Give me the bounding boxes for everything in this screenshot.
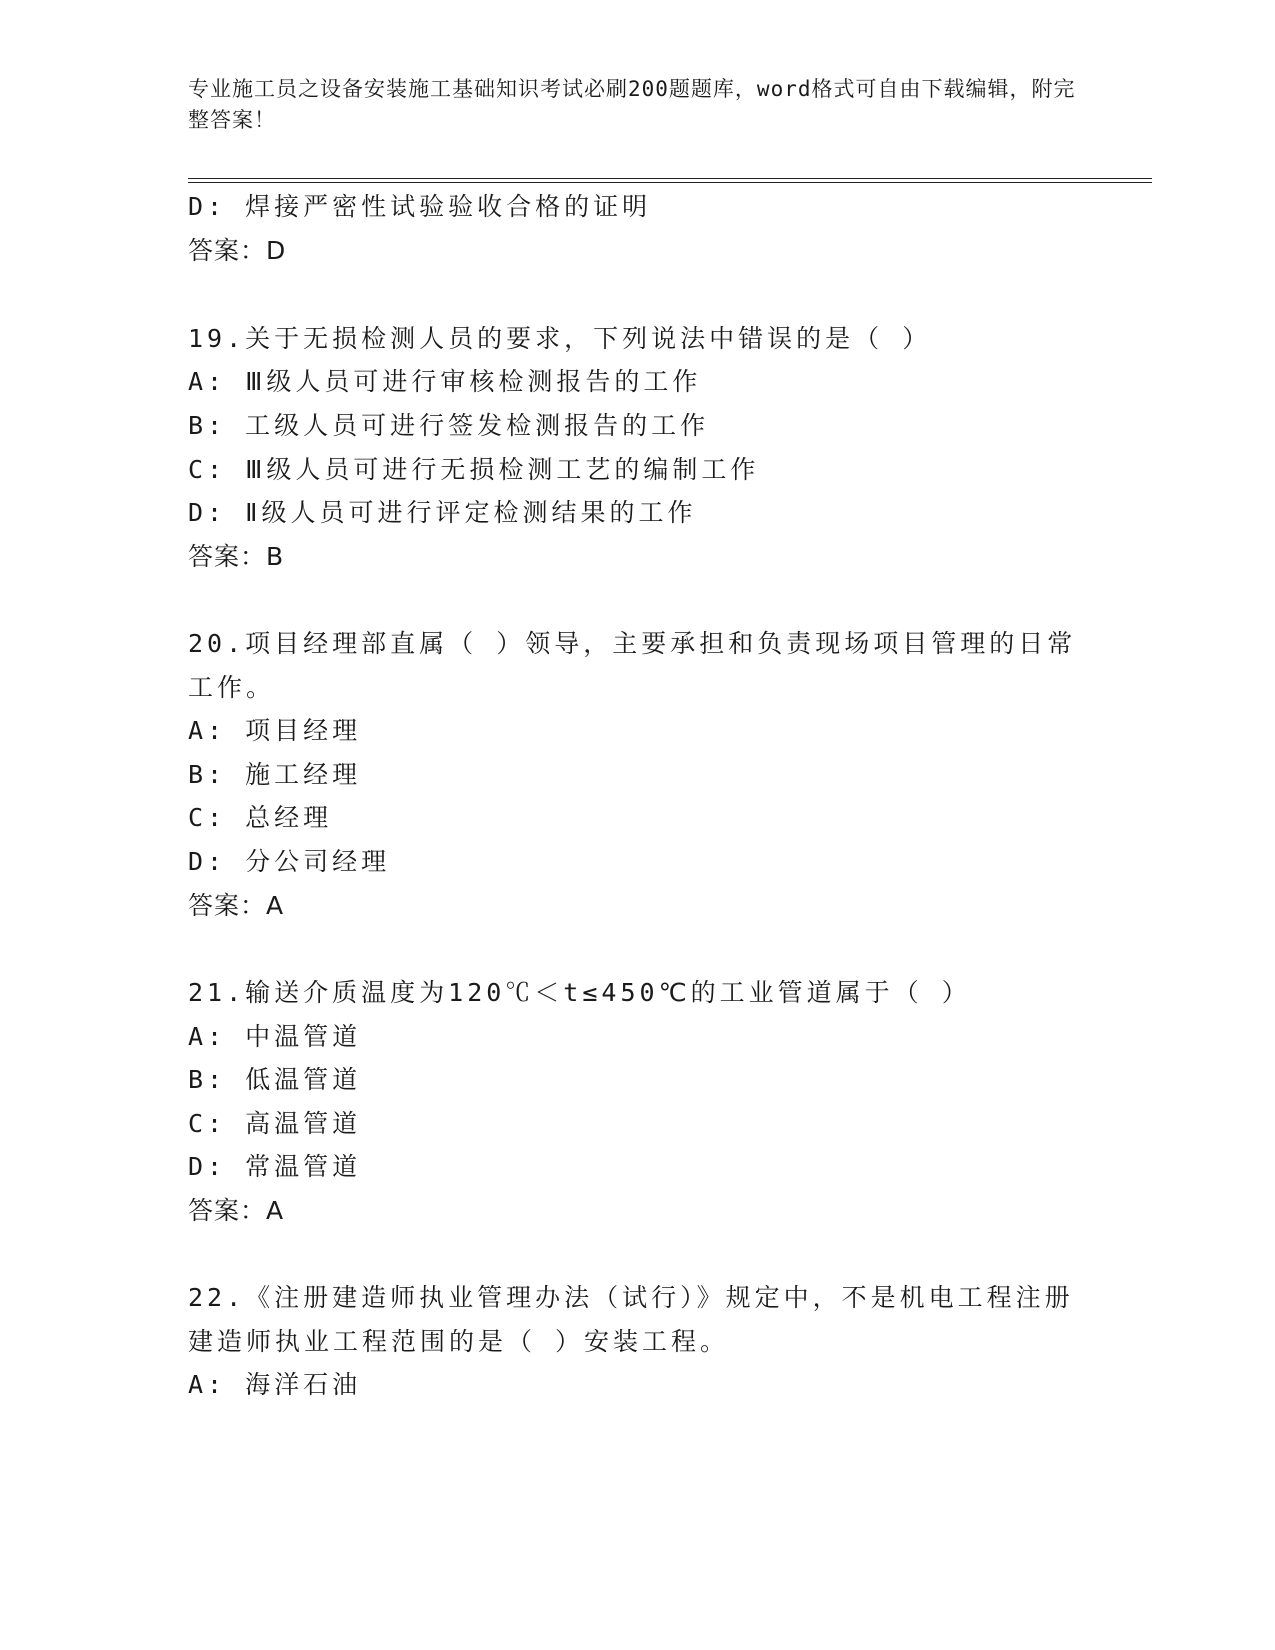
header-divider-bottom <box>188 182 1152 183</box>
option-a-q22: A: 海洋石油 <box>188 1370 362 1399</box>
option-b-q21: B: 低温管道 <box>188 1065 362 1094</box>
question-19: 19.关于无损检测人员的要求，下列说法中错误的是（ ） <box>188 324 932 353</box>
question-20-line2: 工作。 <box>188 673 276 702</box>
answer-q19: 答案：B <box>188 542 285 571</box>
answer-q18: 答案：D <box>188 236 287 265</box>
document-header: 专业施工员之设备安装施工基础知识考试必刷200题题库，word格式可自由下载编辑，附完整答案！ <box>188 77 1076 132</box>
option-c-q20: C: 总经理 <box>188 803 333 832</box>
question-22-line2: 建造师执业工程范围的是（ ）安装工程。 <box>188 1327 730 1356</box>
option-c-q21: C: 高温管道 <box>188 1109 362 1138</box>
answer-q20: 答案：A <box>188 891 285 920</box>
option-a-q19: A: Ⅲ级人员可进行审核检测报告的工作 <box>188 367 702 396</box>
option-a-q20: A: 项目经理 <box>188 716 362 745</box>
question-21: 21.输送介质温度为120℃＜t≤450℃的工业管道属于（ ） <box>188 978 971 1007</box>
question-22-line1: 22.《注册建造师执业管理办法（试行）》规定中，不是机电工程注册 <box>188 1283 1074 1312</box>
option-d-q20: D: 分公司经理 <box>188 847 391 876</box>
answer-q21: 答案：A <box>188 1196 285 1225</box>
option-b-q20: B: 施工经理 <box>188 760 362 789</box>
option-b-q19: B: 工级人员可进行签发检测报告的工作 <box>188 411 710 440</box>
option-d-q21: D: 常温管道 <box>188 1152 362 1181</box>
header-divider-top <box>188 178 1152 179</box>
option-d-q19: D: Ⅱ级人员可进行评定检测结果的工作 <box>188 498 697 527</box>
option-d-q18: D: 焊接严密性试验验收合格的证明 <box>188 192 652 221</box>
option-a-q21: A: 中温管道 <box>188 1022 362 1051</box>
option-c-q19: C: Ⅲ级人员可进行无损检测工艺的编制工作 <box>188 455 760 484</box>
question-20-line1: 20.项目经理部直属（ ）领导，主要承担和负责现场项目管理的日常 <box>188 629 1077 658</box>
